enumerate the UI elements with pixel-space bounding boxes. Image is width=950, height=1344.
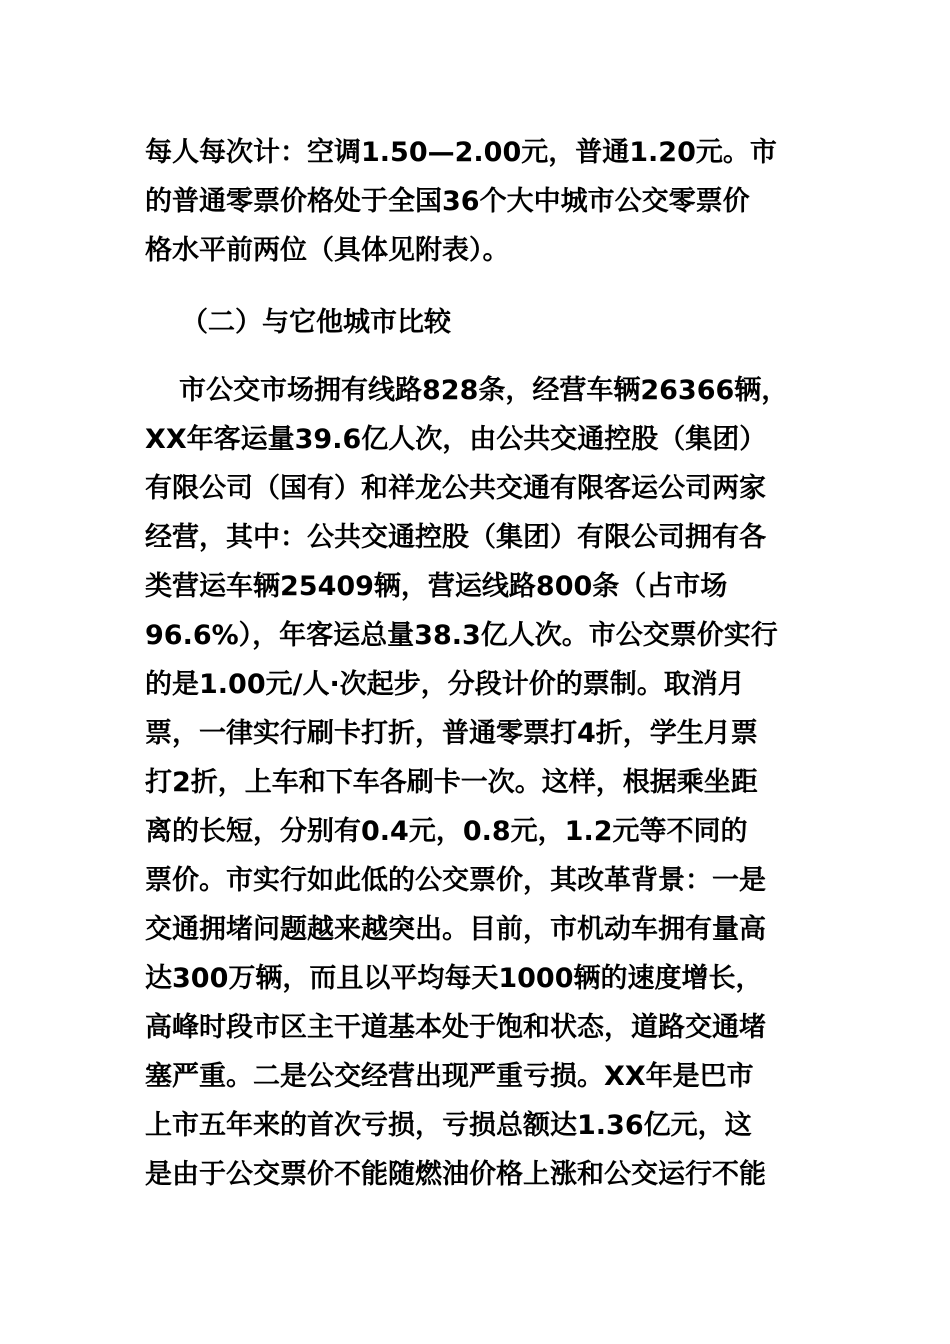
paragraph-line: 高峰时段市区主干道基本处于饱和状态，道路交通堵 xyxy=(145,1012,766,1043)
paragraph-line: 格水平前两位（具体见附表）。 xyxy=(145,235,510,266)
paragraph-line: 的普通零票价格处于全国36个大中城市公交零票价 xyxy=(145,186,750,217)
paragraph-line: 塞严重。二是公交经营出现严重亏损。XX年是巴市 xyxy=(145,1061,754,1092)
paragraph-line: 96.6%），年客运总量38.3亿人次。市公交票价实行 xyxy=(145,620,778,651)
paragraph-fare-levels xyxy=(145,128,810,275)
paragraph-line: 交通拥堵问题越来越突出。目前，市机动车拥有量高 xyxy=(145,914,766,945)
paragraph-line: XX年客运量39.6亿人次，由公共交通控股（集团） xyxy=(145,424,767,455)
paragraph-line: 类营运车辆25409辆，营运线路800条（占市场 xyxy=(145,571,728,602)
paragraph-line: 达300万辆，而且以平均每天1000辆的速度增长， xyxy=(145,963,763,994)
paragraph-line: 打2折，上车和下车各刷卡一次。这样，根据乘坐距 xyxy=(145,767,758,798)
paragraph-line: 经营，其中：公共交通控股（集团）有限公司拥有各 xyxy=(145,522,766,553)
paragraph-line: 每人每次计：空调1.50—2.00元，普通1.20元。市 xyxy=(145,137,777,168)
paragraph-line: 市公交市场拥有线路828条，经营车辆26366辆， xyxy=(179,375,789,406)
paragraph-line: 上市五年来的首次亏损，亏损总额达1.36亿元，这 xyxy=(145,1110,752,1141)
paragraph-line: 有限公司（国有）和祥龙公共交通有限客运公司两家 xyxy=(145,473,766,504)
paragraph-line: 离的长短，分别有0.4元，0.8元，1.2元等不同的 xyxy=(145,816,748,847)
paragraph-line: 票，一律实行刷卡打折，普通零票打4折，学生月票 xyxy=(145,718,758,749)
paragraph-line: 是由于公交票价不能随燃油价格上涨和公交运行不能 xyxy=(145,1159,766,1190)
section-heading: （二）与它他城市比较 xyxy=(181,307,451,338)
paragraph-line: 票价。市实行如此低的公交票价，其改革背景：一是 xyxy=(145,865,766,896)
paragraph-city-comparison xyxy=(145,366,810,1199)
paragraph-line: 的是1.00元/人·次起步，分段计价的票制。取消月 xyxy=(145,669,745,700)
